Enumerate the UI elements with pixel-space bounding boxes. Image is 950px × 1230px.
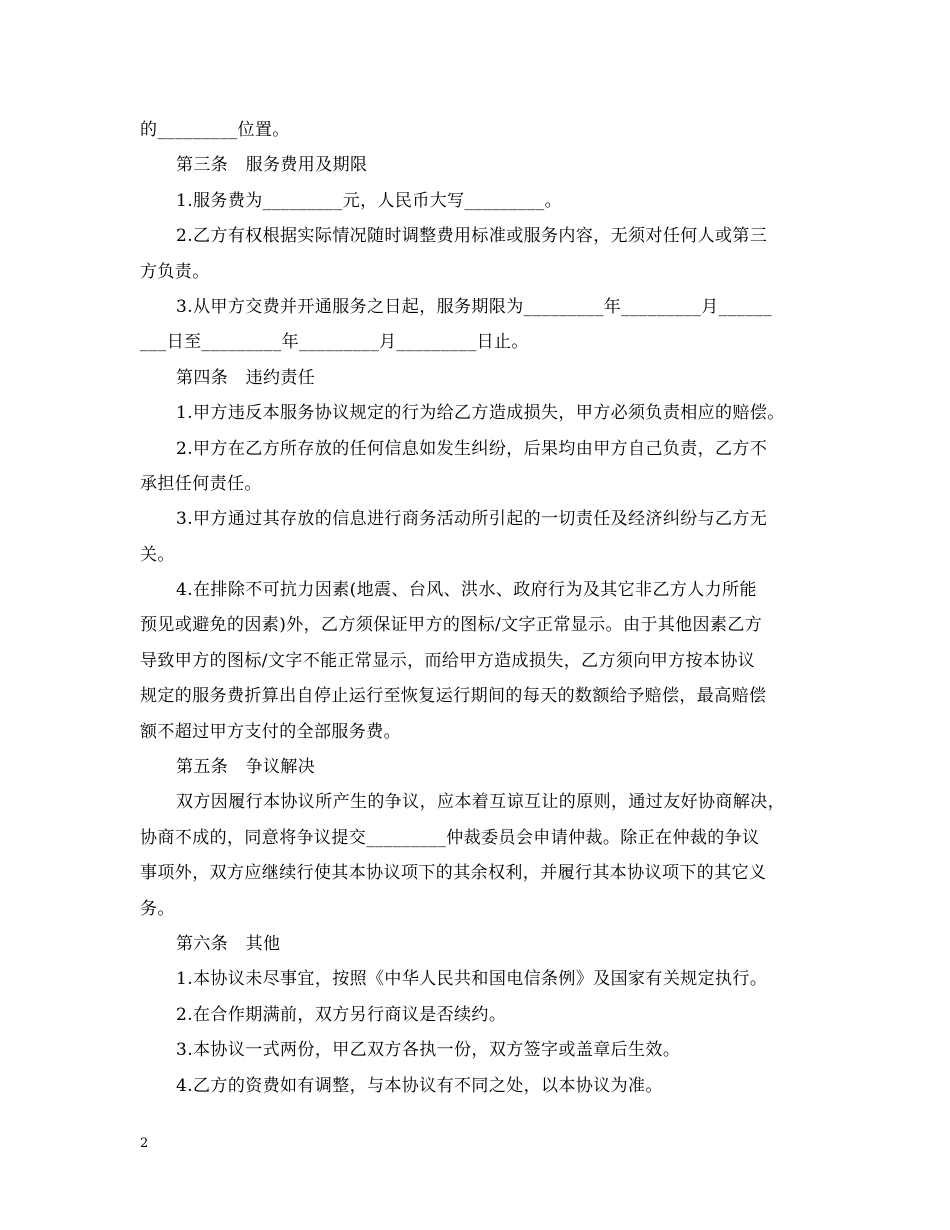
text-line: 3.本协议一式两份，甲乙双方各执一份，双方签字或盖章后生效。	[176, 1040, 681, 1061]
section-heading: 第五条 争议解决	[176, 757, 316, 778]
text-line: 关。	[140, 544, 175, 565]
text-line: 1.服务费为_________元，人民币大写_________。	[176, 190, 563, 211]
text-line: 的_________位置。	[140, 120, 290, 140]
text-line: 务。	[140, 898, 175, 919]
text-line: 双方因履行本协议所产生的争议，应本着互谅互让的原则，通过友好协商解决，	[176, 792, 785, 813]
section-heading: 第四条 违约责任	[176, 367, 316, 388]
text-line: 2.在合作期满前，双方另行商议是否续约。	[176, 1004, 507, 1025]
text-line: 3.从甲方交费并开通服务之日起，服务期限为_________年_________月______	[176, 296, 773, 317]
text-line: 导致甲方的图标/文字不能正常显示，而给甲方造成损失，乙方须向甲方按本协议	[140, 650, 756, 671]
text-line: 4.乙方的资费如有调整，与本协议有不同之处，以本协议为准。	[176, 1075, 663, 1096]
text-line: 预见或避免的因素)外，乙方须保证甲方的图标/文字正常显示。由于其他因素乙方	[140, 615, 763, 636]
text-line: 承担任何责任。	[140, 473, 262, 494]
section-heading: 第六条 其他	[176, 933, 281, 954]
text-line: 额不超过甲方支付的全部服务费。	[140, 721, 401, 742]
section-heading: 第三条 服务费用及期限	[176, 155, 368, 176]
text-line: 方负责。	[140, 261, 210, 282]
text-line: 1.甲方违反本服务协议规定的行为给乙方造成损失，甲方必须负责相应的赔偿。	[176, 403, 785, 424]
page-number: 2	[140, 1136, 149, 1151]
text-line: 4.在排除不可抗力因素(地震、台风、洪水、政府行为及其它非乙方人力所能	[176, 580, 757, 601]
text-line: 事项外，双方应继续行使其本协议项下的其余权利，并履行其本协议项下的其它义	[140, 863, 767, 884]
document-body	[140, 113, 812, 1104]
text-line: ___日至_________年_________月_________日止。	[140, 332, 529, 353]
text-line: 规定的服务费折算出自停止运行至恢复运行期间的每天的数额给予赔偿，最高赔偿	[140, 686, 767, 707]
text-line: 2.甲方在乙方所存放的任何信息如发生纠纷，后果均由甲方自己负责，乙方不	[176, 438, 768, 459]
text-line: 2.乙方有权根据实际情况随时调整费用标准或服务内容，无须对任何人或第三	[176, 226, 768, 247]
text-line: 1.本协议未尽事宜，按照《中华人民共和国电信条例》及国家有关规定执行。	[176, 969, 768, 990]
text-line: 协商不成的，同意将争议提交_________仲裁委员会申请仲裁。除正在仲裁的争议	[140, 827, 760, 848]
text-line: 3.甲方通过其存放的信息进行商务活动所引起的一切责任及经济纠纷与乙方无	[176, 509, 768, 530]
